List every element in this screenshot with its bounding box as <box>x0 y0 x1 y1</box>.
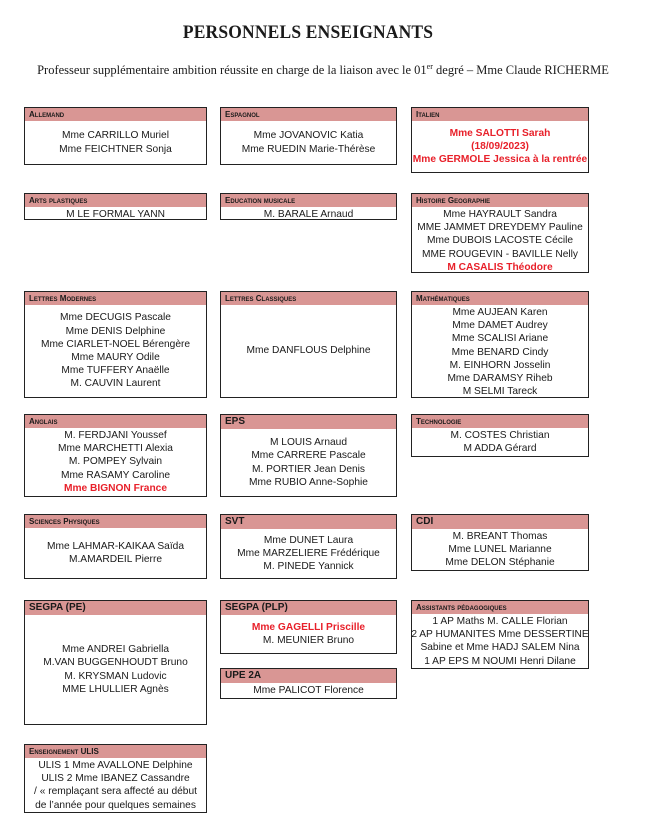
staff-member: Mme PALICOT Florence <box>253 685 364 696</box>
staff-list <box>221 429 396 496</box>
staff-member: Mme GERMOLE Jessica à la rentrée <box>412 154 588 166</box>
staff-member: M. MEUNIER Bruno <box>262 635 355 646</box>
staff-member: Mme RUEDIN Marie-Thérèse <box>241 143 376 155</box>
staff-member: M.VAN BUGGENHOUDT Bruno <box>43 657 188 669</box>
staff-member: Mme BIGNON France <box>63 482 168 494</box>
staff-member: MME JAMMET DREYDEMY Pauline <box>417 222 583 234</box>
staff-member: M. KRYSMAN Ludovic <box>64 670 167 682</box>
staff-member: Mme BENARD Cindy <box>451 346 549 358</box>
department-education-musicale <box>220 193 397 220</box>
staff-member: Mme GAGELLI Priscille <box>251 621 366 633</box>
staff-member: 1 AP EPS M NOUMI Henri Dilane <box>424 655 576 667</box>
subtitle-text: Professeur supplémentaire ambition réussite en charge de la liaison avec le 01 <box>37 63 427 77</box>
department-mathematiques <box>411 291 589 398</box>
staff-member: M LOUIS Arnaud <box>269 437 347 449</box>
department-arts-plastiques <box>24 193 207 220</box>
staff-member: Mme CARRILLO Muriel <box>62 130 169 142</box>
staff-list <box>221 207 396 222</box>
staff-list <box>221 683 396 698</box>
staff-member: M. PORTIER Jean Denis <box>251 463 366 475</box>
department-italien <box>411 107 589 173</box>
staff-list <box>412 614 588 669</box>
page-title: PERSONNELS ENSEIGNANTS <box>182 22 434 43</box>
staff-member: Mme DANFLOUS Delphine <box>246 345 371 357</box>
staff-member: M. BREANT Thomas <box>452 531 548 542</box>
staff-member: MME ROUGEVIN - BAVILLE Nelly <box>421 248 579 260</box>
staff-list <box>221 305 396 397</box>
staff-member: M. EINHORN Josselin <box>449 359 551 371</box>
staff-member: M LE FORMAL YANN <box>66 209 165 220</box>
staff-member: Mme RUBIO Anne-Sophie <box>249 476 368 488</box>
staff-member: Mme HAYRAULT Sandra <box>443 209 557 220</box>
staff-member: Mme AUJEAN Karen <box>452 307 548 318</box>
department-header: Anglais <box>25 415 206 428</box>
department-lettres-classiques <box>220 291 397 398</box>
staff-member: Mme DUBOIS LACOSTE Cécile <box>426 235 574 247</box>
department-header: Espagnol <box>221 108 396 121</box>
department-header: SEGPA (PLP) <box>221 601 396 615</box>
department-assistants-pedagogiques <box>411 600 589 669</box>
staff-member: M. POMPEY Sylvain <box>68 456 163 468</box>
staff-list <box>221 529 396 578</box>
staff-list <box>25 207 206 222</box>
staff-member: Mme DENIS Delphine <box>65 325 166 337</box>
department-segpa-pe <box>24 600 207 725</box>
staff-member: M. BARALE Arnaud <box>263 209 354 220</box>
staff-member: MME LHULLIER Agnès <box>62 683 169 695</box>
staff-list <box>412 305 588 399</box>
staff-member: Mme DECUGIS Pascale <box>60 312 171 324</box>
department-svt <box>220 514 397 579</box>
page-subtitle <box>0 62 646 78</box>
department-header: Technologie <box>412 415 588 428</box>
staff-member: Mme MARZELIERE Frédérique <box>237 547 380 559</box>
department-header: SVT <box>221 515 396 529</box>
staff-list <box>412 207 588 275</box>
staff-member: Mme DAMET Audrey <box>452 320 548 332</box>
department-header: Allemand <box>25 108 206 121</box>
staff-list <box>25 615 206 724</box>
staff-member: Mme SCALISI Ariane <box>451 333 549 345</box>
department-header: Lettres Modernes <box>25 292 206 305</box>
staff-member: Mme MAURY Odile <box>71 352 160 363</box>
staff-member: Mme LUNEL Marianne <box>448 544 552 556</box>
staff-member: Mme FEICHTNER Sonja <box>59 143 172 155</box>
staff-list <box>412 529 588 571</box>
department-header: Enseignement ULIS <box>25 745 206 758</box>
staff-member: Mme MARCHETTI Alexia <box>58 443 173 455</box>
department-cdi <box>411 514 589 571</box>
staff-list <box>25 758 206 813</box>
staff-list <box>221 121 396 164</box>
staff-member: Mme CARRERE Pascale <box>251 450 366 462</box>
subtitle-text-end: degré – Mme Claude RICHERME <box>432 63 609 77</box>
department-technologie <box>411 414 589 457</box>
staff-member: M. CAUVIN Laurent <box>70 378 161 390</box>
department-upe2a <box>220 668 397 699</box>
staff-member: M.AMARDEIL Pierre <box>68 554 163 565</box>
department-header: Mathématiques <box>412 292 588 305</box>
staff-member: / « remplaçant sera affecté au début <box>34 786 197 798</box>
department-header: Lettres Classiques <box>221 292 396 305</box>
department-allemand <box>24 107 207 165</box>
staff-member: Mme DELON Stéphanie <box>445 557 555 569</box>
staff-list <box>25 428 206 496</box>
staff-member: M. COSTES Christian <box>450 430 550 441</box>
staff-member: Mme JOVANOVIC Katia <box>253 130 364 142</box>
department-header: Education musicale <box>221 194 396 207</box>
staff-member: M ADDA Gérard <box>463 443 537 455</box>
staff-member: M CASALIS Théodore <box>447 261 553 273</box>
staff-member: ULIS 1 Mme AVALLONE Delphine <box>38 760 193 771</box>
subtitle-superscript: er <box>426 62 433 71</box>
staff-list <box>221 615 396 653</box>
department-anglais <box>24 414 207 497</box>
department-sciences-physiques <box>24 514 207 579</box>
department-header: SEGPA (PE) <box>25 601 206 615</box>
department-header: UPE 2A <box>221 669 396 683</box>
staff-member: Mme RASAMY Caroline <box>60 469 171 481</box>
staff-list <box>25 305 206 397</box>
staff-member: Mme CIARLET-NOEL Bérengère <box>40 338 191 350</box>
department-header: Italien <box>412 108 588 121</box>
staff-member: Sabine et Mme HADJ SALEM Nina <box>420 642 580 654</box>
staff-member: Mme ANDREI Gabriella <box>62 644 169 656</box>
staff-list <box>25 528 206 578</box>
department-header: Sciences Physiques <box>25 515 206 528</box>
department-segpa-plp <box>220 600 397 654</box>
department-header: Histoire Geographie <box>412 194 588 207</box>
staff-list <box>412 121 588 172</box>
staff-list <box>25 121 206 164</box>
staff-member: Mme TUFFERY Anaëlle <box>61 365 170 377</box>
department-lettres-modernes <box>24 291 207 398</box>
staff-member: M. FERDJANI Youssef <box>64 430 167 441</box>
staff-member: 2 AP HUMANITES Mme DESSERTINE <box>411 629 589 641</box>
staff-member: ULIS 2 Mme IBANEZ Cassandre <box>41 773 190 785</box>
department-espagnol <box>220 107 397 165</box>
department-eps <box>220 414 397 497</box>
staff-member: Mme DARAMSY Riheb <box>447 373 553 385</box>
staff-member: M. PINEDE Yannick <box>263 561 354 573</box>
staff-member: Mme DUNET Laura <box>263 534 354 546</box>
staff-member: (18/09/2023) <box>471 140 529 152</box>
department-header: Arts plastiques <box>25 194 206 207</box>
department-header: CDI <box>412 515 588 529</box>
staff-member: M SELMI Tareck <box>462 386 538 398</box>
staff-list <box>412 428 588 456</box>
staff-member: de l’année pour quelques semaines <box>35 799 196 811</box>
staff-member: 1 AP Maths M. CALLE Florian <box>432 616 568 627</box>
department-header: EPS <box>221 415 396 429</box>
department-enseignement-ulis <box>24 744 207 813</box>
department-header: Assistants pédagogiques <box>412 601 588 614</box>
department-histoire-geographie <box>411 193 589 273</box>
staff-member: Mme LAHMAR-KAIKAA Saïda <box>46 540 184 552</box>
staff-member: Mme SALOTTI Sarah <box>449 127 551 139</box>
